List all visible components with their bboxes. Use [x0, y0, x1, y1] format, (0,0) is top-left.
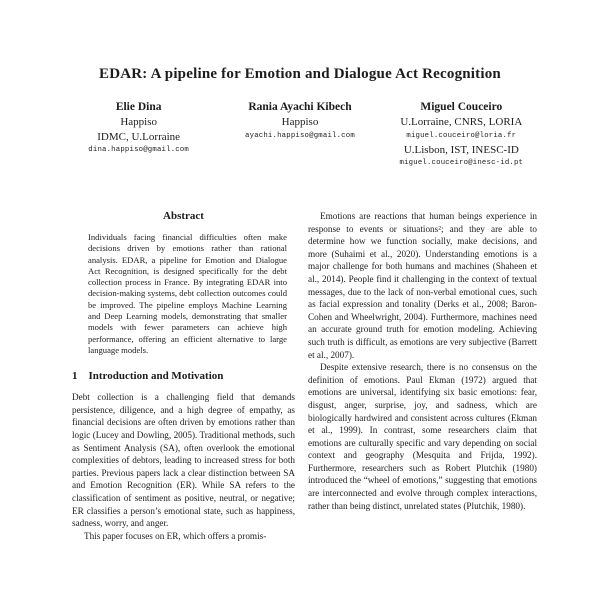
author-1-affiliation-1: Happiso — [120, 116, 157, 128]
author-2-name: Rania Ayachi Kibech — [248, 101, 352, 113]
author-2 — [219, 100, 380, 170]
section-1-title: Introduction and Motivation — [88, 370, 224, 383]
right-column-paragraph-1: Emotions are reactions that human beings experience in response to events or situations²; and they are able to determine how we function socially, make decisions, and more (Suhaimi et al., 2020). Understanding emotions is a major challenge for both humans and machines (Shaheen et al., 2014). People find it challenging in the context of textual messages, due to the lack of non-verbal emotional cues, such as facial expression and tonality (Derks et al., 2008; Baron-Cohen and Wheelwright, 2004). Furthermore, machines need an accurate ground truth for emotion modeling. Achieving such truth is difficult, as emotions are very subjective (Barrett et al., 2007). — [308, 211, 537, 360]
abstract-section — [72, 210, 295, 356]
author-3-name: Miguel Couceiro — [420, 101, 503, 113]
author-3-affiliation-2: U.Lisbon, IST, INESC-ID — [403, 143, 519, 156]
section-1-heading — [72, 370, 295, 382]
abstract-text: Individuals facing financial difficulties often make decisions driven by emotions rather than rational analysis. EDAR, a pipeline for Emotion and Dialogue Act Recognition, is designed specifically for the debt collection process in France. By integrating EDAR into decision-making systems, debt collection outcomes could be improved. The pipeline employs Machine Learning and Deep Learning models, demonstrating that smaller models with fewer parameters can achieve high performance, offering an efficient alternative to large language models. — [88, 232, 287, 355]
author-1-name: Elie Dina — [115, 101, 162, 113]
author-2-email: ayachi.happiso@gmail.com — [245, 131, 355, 140]
left-column — [72, 210, 295, 542]
abstract-heading: Abstract — [163, 210, 204, 222]
author-block — [58, 100, 542, 170]
section-1-paragraph-2: This paper focuses on ER, which offers a promis- — [84, 530, 267, 541]
author-3-affiliation-1: U.Lorraine, CNRS, LORIA — [400, 116, 523, 128]
author-3-email-1: miguel.couceiro@loria.fr — [406, 131, 517, 140]
author-3-email-2: miguel.couceiro@inesc-id.pt — [399, 159, 524, 167]
author-3 — [381, 100, 542, 170]
author-2-affiliation-1: Happiso — [281, 116, 319, 128]
section-1-number: 1 — [72, 370, 78, 383]
author-1 — [58, 100, 219, 170]
author-1-affiliation-2: IDMC, U.Lorraine — [97, 130, 181, 143]
two-column-body — [72, 210, 537, 542]
right-column — [308, 210, 537, 542]
section-1-paragraph-1: Debt collection is a challenging field that demands persistence, diligence, and a high degree of empathy, as financial decisions are often driven by emotions rather than logic (Lucey and Dowling, 2005). Traditional methods, such as Sentiment Analysis (SA), often overlook the emotional complexities of debtors, leading to increased stress for both parties. Previous papers lack a clear distinction between SA and Emotion Recognition (ER). While SA refers to the classification of sentiment as positive, neutral, or negative; ER classifies a person’s emotional state, such as happiness, sadness, worry, and anger. — [72, 392, 295, 529]
author-1-email: dina.happiso@gmail.com — [88, 146, 190, 154]
right-column-paragraph-2: Despite extensive research, there is no consensus on the definition of emotions. Paul Ekman (1972) argued that emotions are universal, identifying six basic emotions: fear, disgust, anger, surprise, joy, and sadness, which are biologically hardwired and consistent across cultures (Ekman et al., 1999). In contrast, some researchers claim that emotions are culturally specific and vary depending on social context and geography (Mesquita and Frijda, 1992). Furthermore, researchers such as Robert Plutchik (1980) introduced the “wheel of emotions,” suggesting that emotions are interconnected and evolve through complex interactions, rather than being distinct, unrelated states (Plutchik, 1980). — [308, 362, 537, 511]
paper-title: EDAR: A pipeline for Emotion and Dialogue Act Recognition — [99, 66, 501, 82]
